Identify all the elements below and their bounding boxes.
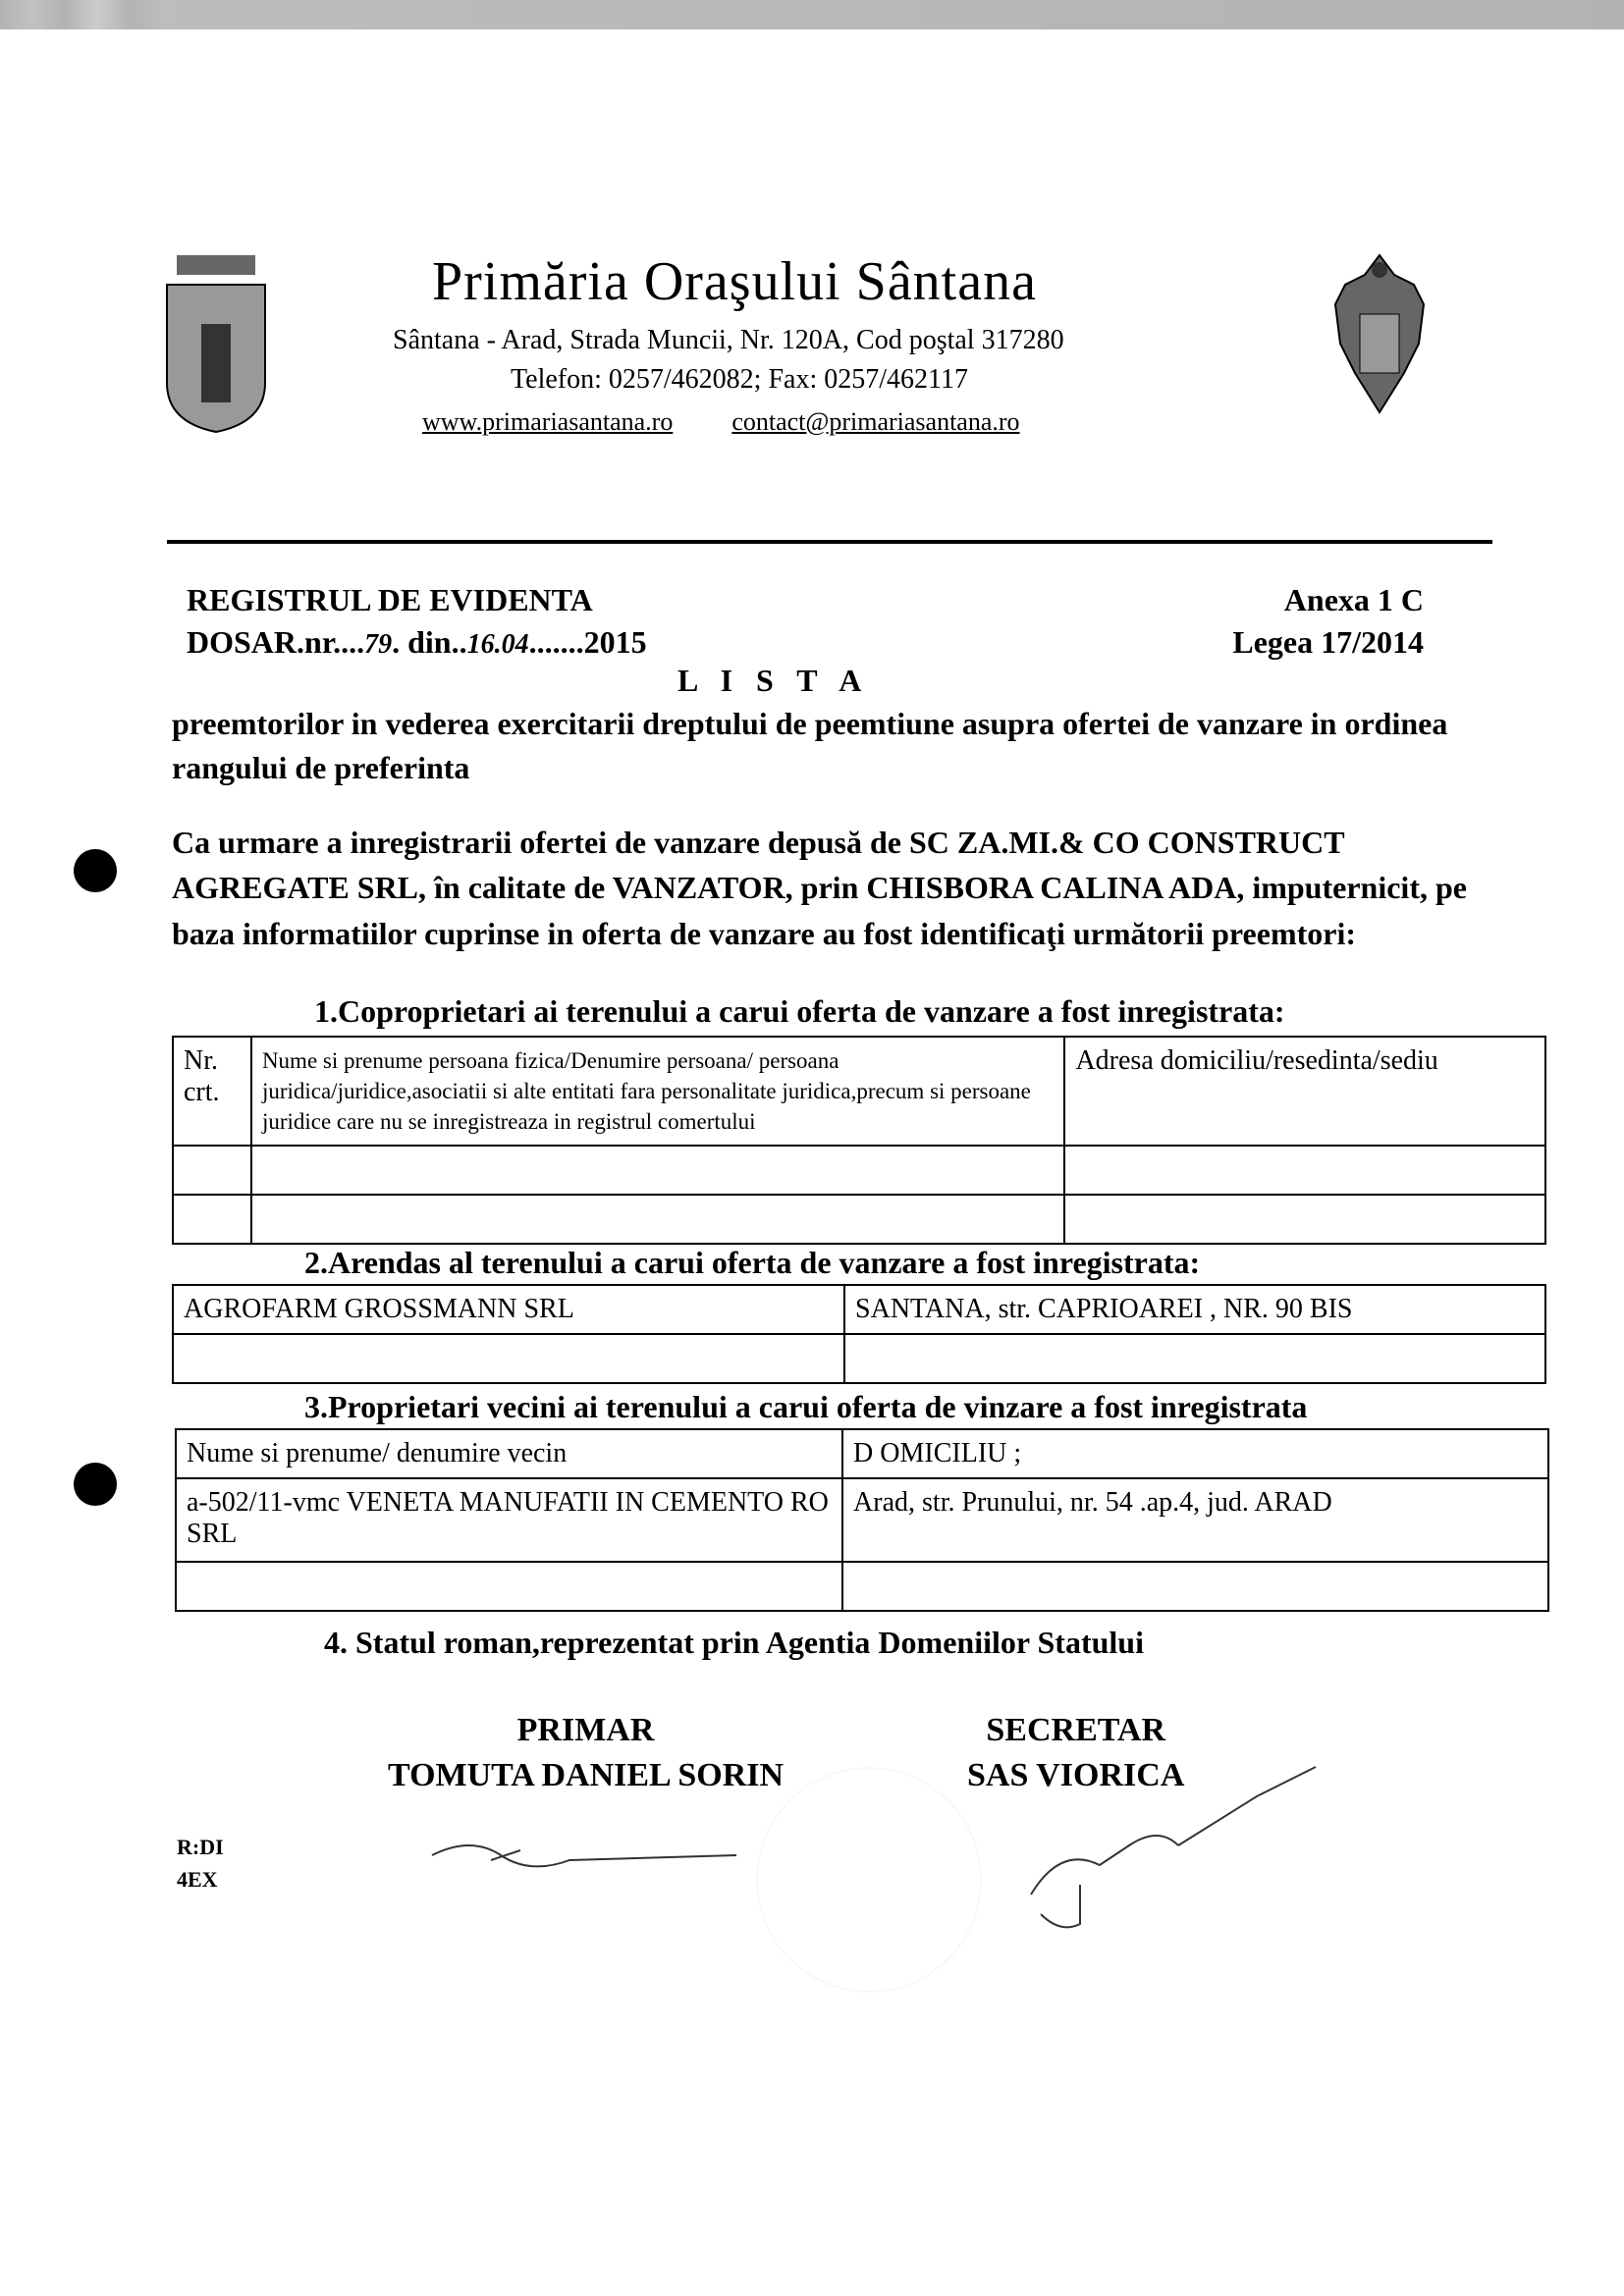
table1-cell: [251, 1146, 1065, 1195]
table1-cell: [1064, 1146, 1545, 1195]
footer-reference: [177, 1831, 224, 1896]
address-line: Sântana - Arad, Strada Muncii, Nr. 120A, Cod poştal 317280: [393, 325, 1064, 355]
bullet-point-2: [74, 1463, 117, 1506]
table3-row-1: [176, 1478, 1548, 1562]
table3-cell: [842, 1562, 1548, 1611]
section3-title: 3.Proprietari vecini ai terenului a carui oferta de vinzare a fost inregistrata: [304, 1389, 1308, 1424]
table1-cell: [251, 1195, 1065, 1244]
table3-header-name: Nume si prenume/ denumire vecin: [176, 1429, 842, 1478]
vecini-table: [175, 1428, 1549, 1612]
table3-row-2: [176, 1562, 1548, 1611]
email-link[interactable]: contact@primariasantana.ro: [731, 407, 1020, 436]
table1-header-nr: Nr. crt.: [173, 1037, 251, 1146]
document-top-border: [0, 0, 1624, 29]
annex-label: Anexa 1 C: [1283, 582, 1424, 617]
table3-cell: [176, 1562, 842, 1611]
annex-info: [1232, 579, 1424, 664]
table2-row-2: [173, 1334, 1545, 1383]
reference-code: R:DI: [177, 1835, 224, 1859]
table1-header-row: [173, 1037, 1545, 1146]
register-section: [187, 579, 1463, 664]
table1-header-address: Adresa domiciliu/resedinta/sediu: [1064, 1037, 1545, 1146]
official-stamp: [756, 1767, 982, 1993]
table1-row-2: [173, 1195, 1545, 1244]
table1-cell: [1064, 1195, 1545, 1244]
table3-header-domicile: D OMICILIU ;: [842, 1429, 1548, 1478]
copies-count: 4EX: [177, 1867, 218, 1892]
table2-cell: SANTANA, str. CAPRIOAREI , NR. 90 BIS: [844, 1285, 1545, 1334]
table1-header-name: Nume si prenume persoana fizica/Denumire persoana/ persoana juridica/juridice,asociatii si alte entitati fara personalitate juridica,precum si persoane juridice care nu se inregistreaza in registrul comertului: [251, 1037, 1065, 1146]
secretar-signature: [982, 1747, 1326, 1944]
table1-cell: [173, 1195, 251, 1244]
website-link[interactable]: www.primariasantana.ro: [422, 407, 674, 436]
header-text: [393, 250, 1276, 437]
coproprietari-table: [172, 1036, 1546, 1245]
register-title: REGISTRUL DE EVIDENTA: [187, 582, 593, 617]
table2-cell: [844, 1334, 1545, 1383]
intro-paragraph: Ca urmare a inregistrarii ofertei de vanzare depusă de SC ZA.MI.& CO CONSTRUCT AGREGATE SRL, în calitate de VANZATOR, prin CHISBORA CALINA ADA, imputernicit, pe baza informatiilor cuprinse in oferta de vanzare au fost identificaţi următorii preemtori:: [172, 825, 1467, 951]
lista-subtitle: preemtorilor in vederea exercitarii dreptului de peemtiune asupra ofertei de vanzare in ordinea rangului de preferinta: [172, 706, 1448, 785]
lista-title: L I S T A: [677, 663, 870, 698]
table2-row-1: [173, 1285, 1545, 1334]
table3-header-row: [176, 1429, 1548, 1478]
table3-cell: a-502/11-vmc VENETA MANUFATII IN CEMENTO RO SRL: [176, 1478, 842, 1562]
section2-title: 2.Arendas al terenului a carui oferta de vanzare a fost inregistrata:: [304, 1245, 1201, 1280]
primar-name: TOMUTA DANIEL SORIN: [388, 1756, 785, 1793]
secretar-title: SECRETAR: [986, 1712, 1166, 1748]
coat-of-arms-romania-icon: [1316, 245, 1443, 422]
table1-cell: [173, 1146, 251, 1195]
web-contact-line: [393, 407, 1276, 437]
header-divider: [167, 540, 1492, 544]
table2-cell: AGROFARM GROSSMANN SRL: [173, 1285, 844, 1334]
dosar-line: DOSAR.nr....79. din..16.04.......2015: [187, 624, 647, 661]
section4-title: 4. Statul roman,reprezentat prin Agentia Domeniilor Statului: [324, 1625, 1144, 1660]
law-label: Legea 17/2014: [1232, 624, 1424, 661]
primar-signature: [422, 1826, 766, 1885]
table1-row-1: [173, 1146, 1545, 1195]
table3-cell: Arad, str. Prunului, nr. 54 .ap.4, jud. ARAD: [842, 1478, 1548, 1562]
coat-of-arms-santana-icon: [157, 245, 275, 442]
primar-title: PRIMAR: [516, 1712, 655, 1748]
table2-cell: [173, 1334, 844, 1383]
section1-title: 1.Coproprietari ai terenului a carui oferta de vanzare a fost inregistrata:: [314, 993, 1285, 1029]
secretar-name: SAS VIORICA: [967, 1756, 1185, 1793]
municipality-title: Primăria Oraşului Sântana: [432, 251, 1037, 312]
arendas-table: [172, 1284, 1546, 1384]
bullet-point-1: [74, 849, 117, 892]
phone-line: Telefon: 0257/462082; Fax: 0257/462117: [511, 364, 968, 395]
primar-signature-block: [388, 1708, 784, 1798]
